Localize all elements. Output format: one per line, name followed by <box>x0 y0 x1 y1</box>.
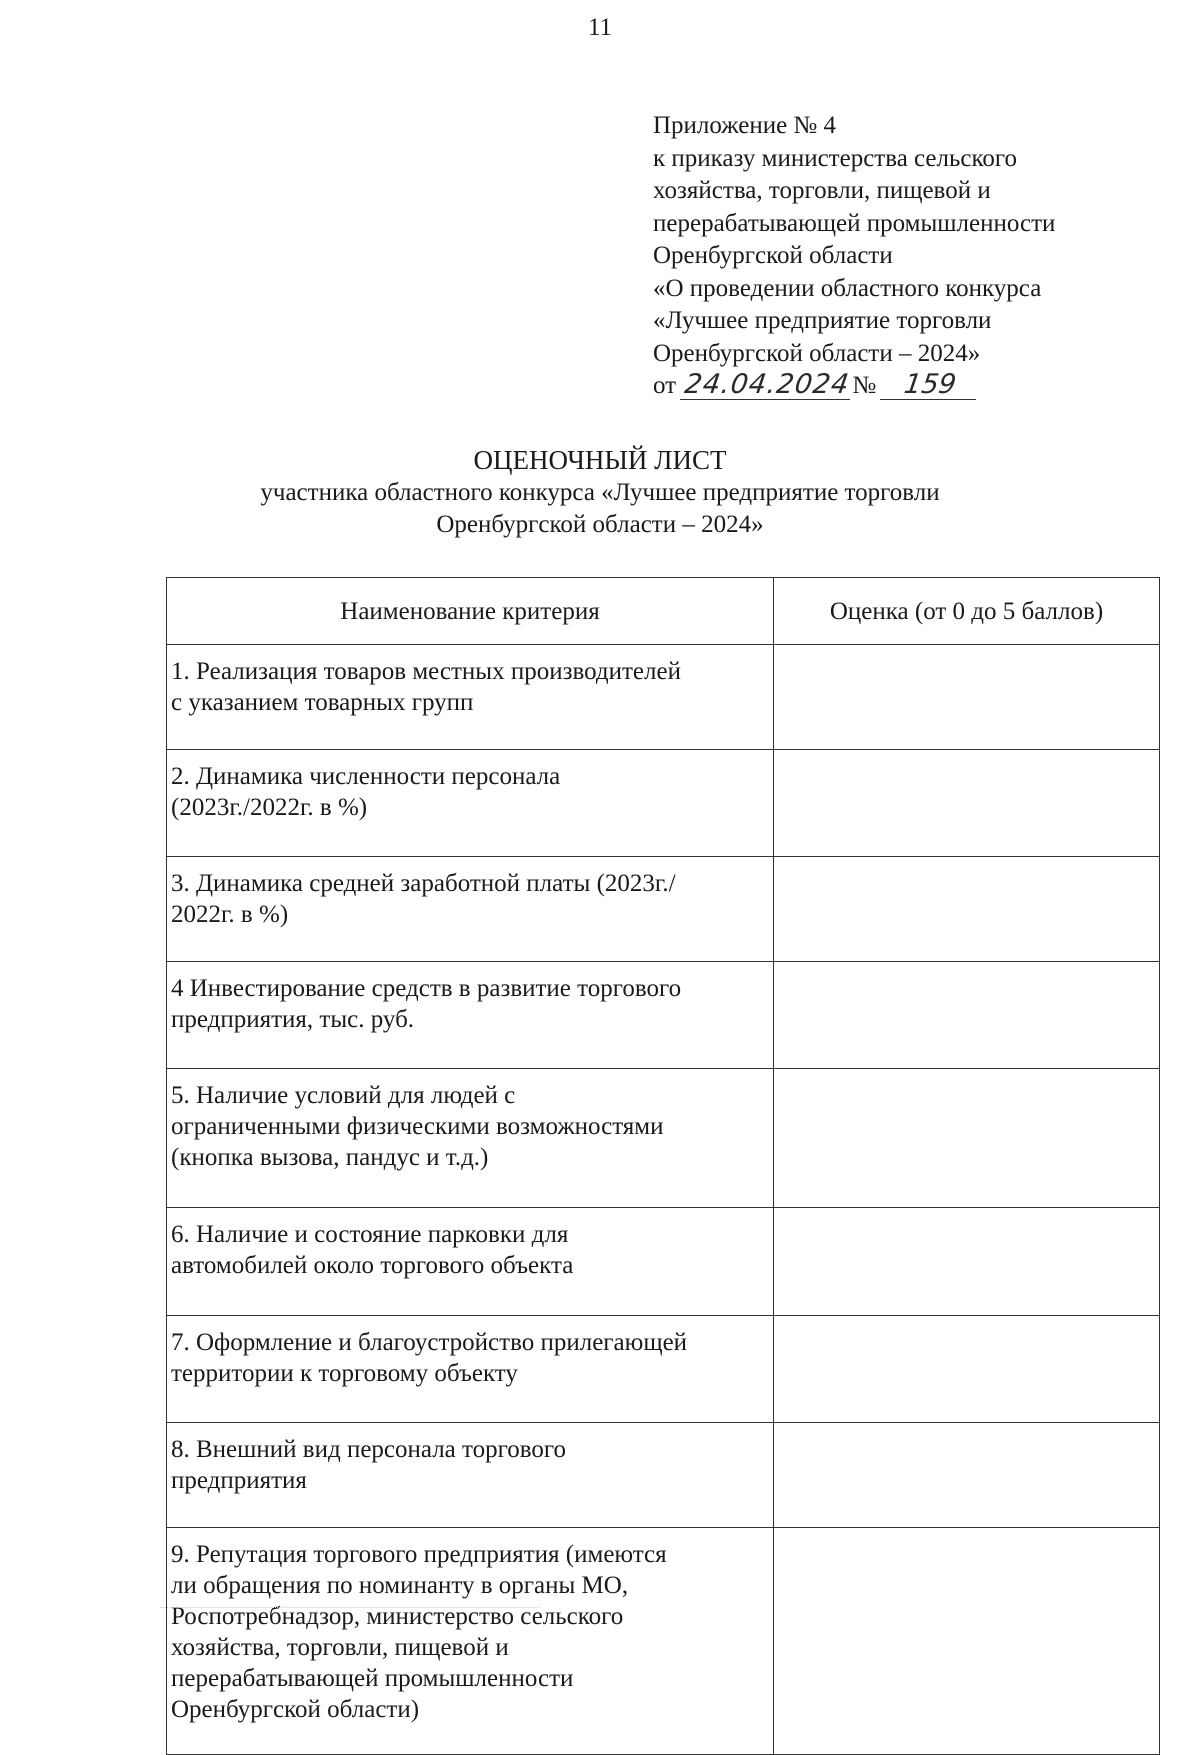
evaluation-table <box>166 577 1160 1755</box>
score-cell[interactable] <box>774 1316 1160 1423</box>
table-row <box>167 1069 1160 1208</box>
score-cell[interactable] <box>774 750 1160 857</box>
scan-artifact-divider <box>160 1607 540 1616</box>
appendix-line: Оренбургской области <box>653 242 893 269</box>
table-row <box>167 962 1160 1069</box>
criterion-text-line: ограниченными физическими возможностями <box>171 1113 664 1140</box>
criterion-text-line: ли обращения по номинанту в органы МО, <box>171 1572 629 1599</box>
header-score: Оценка (от 0 до 5 баллов) <box>774 578 1160 645</box>
score-cell[interactable] <box>774 857 1160 962</box>
appendix-line: перерабатывающей промышленности <box>653 209 1056 237</box>
criterion-text-line: 8. Внешний вид персонала торгового <box>171 1436 567 1463</box>
score-cell[interactable] <box>774 645 1160 750</box>
from-label: от <box>653 372 677 399</box>
criterion-text-line: Оренбургской области) <box>171 1696 420 1723</box>
score-cell[interactable] <box>774 962 1160 1069</box>
criterion-text-line: автомобилей около торгового объекта <box>171 1252 574 1279</box>
appendix-line: Приложение № 4 <box>653 112 837 139</box>
table-row <box>167 1528 1160 1755</box>
handwritten-order-number: 159 <box>880 371 980 400</box>
criterion-text-line: 4 Инвестирование средств в развитие торгового <box>171 975 682 1002</box>
appendix-block <box>653 110 1173 403</box>
criterion-text-line: 3. Динамика средней заработной платы (2023г./ <box>171 870 676 897</box>
score-cell[interactable] <box>774 1423 1160 1528</box>
header-criterion-name: Наименование критерия <box>167 578 774 645</box>
table-row <box>167 1316 1160 1423</box>
criterion-text-line: Роспотребнадзор, министерство сельского <box>171 1603 624 1630</box>
title-block <box>0 444 1200 542</box>
criterion-text-line: 7. Оформление и благоустройство прилегающей <box>171 1329 688 1356</box>
criterion-cell <box>167 962 774 1069</box>
table-row <box>167 645 1160 750</box>
appendix-line: хозяйства, торговли, пищевой и <box>653 177 991 204</box>
criterion-cell <box>167 645 774 750</box>
document-subtitle-line-2: Оренбургской области – 2024» <box>436 511 764 538</box>
table-row <box>167 750 1160 857</box>
criterion-text-line: (2023г./2022г. в %) <box>171 794 368 821</box>
criterion-cell <box>167 1316 774 1423</box>
document-title: ОЦЕНОЧНЫЙ ЛИСТ <box>473 445 727 475</box>
table-row <box>167 1208 1160 1316</box>
criterion-text-line: 9. Репутация торгового предприятия (имеются <box>171 1541 667 1568</box>
criterion-text-line: перерабатывающей промышленности <box>171 1665 574 1692</box>
order-date-number-line <box>653 370 1173 403</box>
appendix-line: к приказу министерства сельского <box>653 144 1018 172</box>
criterion-text-line: территории к торговому объекту <box>171 1360 518 1387</box>
score-cell[interactable] <box>774 1069 1160 1208</box>
appendix-line: «Лучшее предприятие торговли <box>653 307 992 334</box>
criterion-cell <box>167 1069 774 1208</box>
criterion-cell <box>167 1208 774 1316</box>
appendix-line: «О проведении областного конкурса <box>653 274 1042 302</box>
criterion-cell <box>167 750 774 857</box>
handwritten-date: 24.04.2024 <box>680 371 854 400</box>
criterion-text-line: 6. Наличие и состояние парковки для <box>171 1221 569 1248</box>
criterion-text-line: хозяйства, торговли, пищевой и <box>171 1634 509 1661</box>
criterion-text-line: предприятия, тыс. руб. <box>171 1006 415 1033</box>
appendix-line: Оренбургской области – 2024» <box>653 339 981 367</box>
criterion-text-line: 5. Наличие условий для людей с <box>171 1082 516 1109</box>
criterion-cell <box>167 1528 774 1755</box>
criterion-text-line: 2. Динамика численности персонала <box>171 763 561 790</box>
table-row <box>167 1423 1160 1528</box>
criterion-text-line: с указанием товарных групп <box>171 689 474 716</box>
number-label: № <box>852 372 877 399</box>
table-row <box>167 857 1160 962</box>
document-subtitle-line-1: участника областного конкурса «Лучшее предприятие торговли <box>260 478 940 506</box>
criterion-cell <box>167 857 774 962</box>
criterion-text-line: предприятия <box>171 1467 307 1494</box>
criterion-text-line: 1. Реализация товаров местных производителей <box>171 658 681 685</box>
score-cell[interactable] <box>774 1528 1160 1755</box>
page-number: 11 <box>587 14 613 41</box>
criterion-cell <box>167 1423 774 1528</box>
criterion-text-line: 2022г. в %) <box>171 901 289 928</box>
criterion-text-line: (кнопка вызова, пандус и т.д.) <box>171 1144 489 1171</box>
score-cell[interactable] <box>774 1208 1160 1316</box>
table-header-row <box>167 578 1160 645</box>
